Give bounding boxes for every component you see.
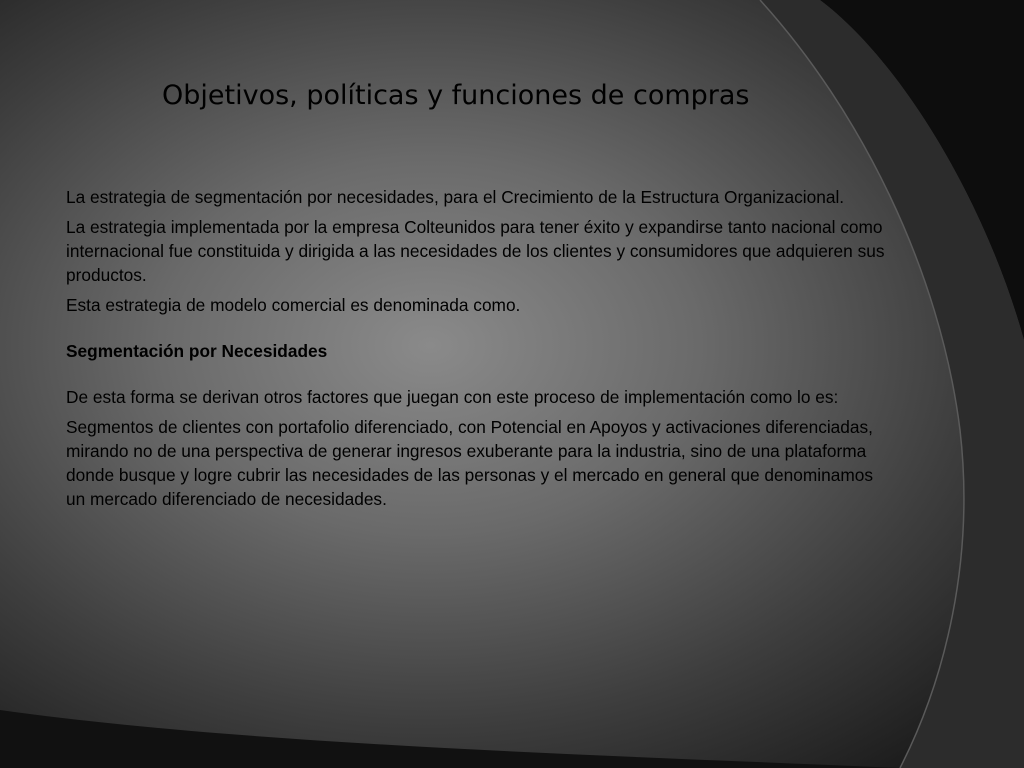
paragraph-1: La estrategia de segmentación por necesidades, para el Crecimiento de la Estructura Organizacional. bbox=[66, 187, 845, 207]
slide-body bbox=[66, 185, 886, 511]
paragraph-6: Segmentos de clientes con portafolio diferenciado, con Potencial en Apoyos y activaciones diferenciadas, mirando no de una perspectiva de generar ingresos exuberante para la industria, sino de una plataforma donde busque y logre cubrir las necesidades de las personas y el mercado en general que denominamos un mercado diferenciado de necesidades. bbox=[66, 417, 873, 509]
paragraph-3: Esta estrategia de modelo comercial es denominada como. bbox=[66, 295, 521, 315]
paragraph-2: La estrategia implementada por la empresa Colteunidos para tener éxito y expandirse tanto nacional como internacional fue constituida y dirigida a las necesidades de los clientes y consumidores que adquieren sus productos. bbox=[66, 217, 885, 285]
bottom-arc bbox=[0, 710, 900, 768]
paragraph-5: De esta forma se derivan otros factores que juegan con este proceso de implementación como lo es: bbox=[66, 387, 839, 407]
slide-title: Objetivos, políticas y funciones de compras bbox=[162, 80, 750, 111]
paragraph-4-heading: Segmentación por Necesidades bbox=[66, 341, 328, 361]
